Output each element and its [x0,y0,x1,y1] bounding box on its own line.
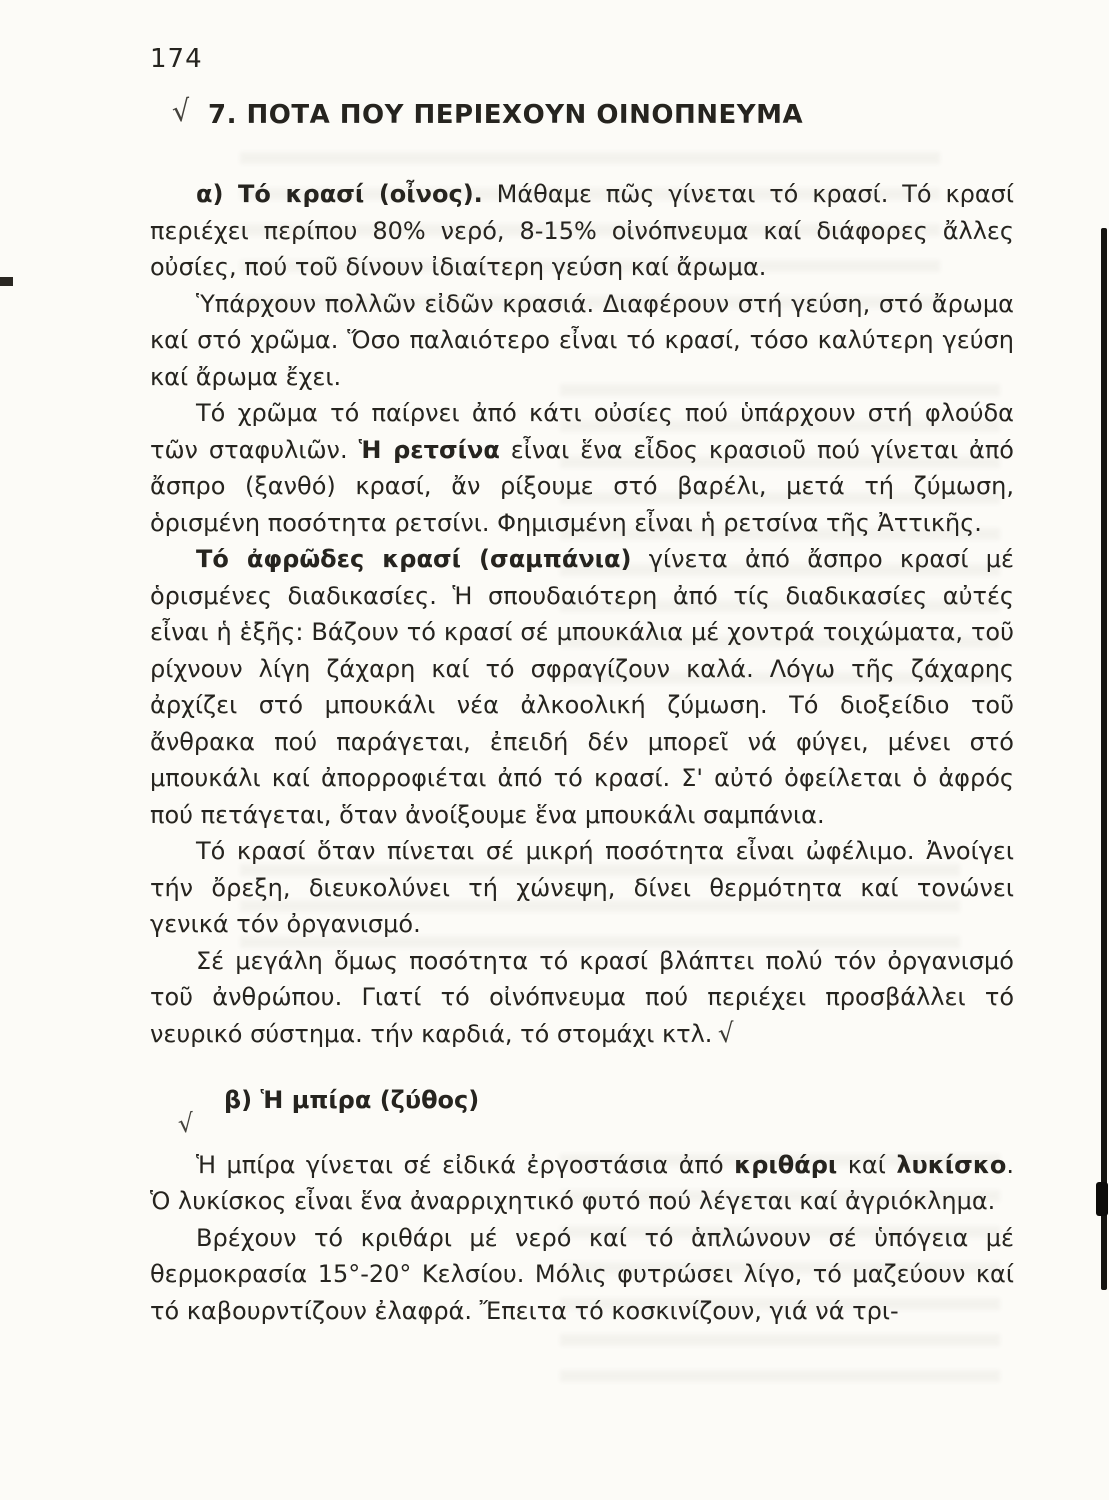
body-text: Ἡ μπίρα γίνεται σέ εἰδικά ἐργοστάσια ἀπό [196,1150,735,1179]
paragraph [150,943,1014,1053]
text-block [150,176,1014,1329]
paragraph [150,1147,1014,1220]
bold-text: λυκίσκο [896,1150,1007,1179]
scan-artifact-left-dash [0,277,13,286]
paragraph [150,176,1014,286]
wine-section [150,176,1014,1052]
body-text: Σέ μεγάλη ὅμως ποσότητα τό κρασί βλάπτει πολύ τόν ὀργανισμό τοῦ ἀνθρώπου. Γιατί τό οἰνόπνευμα πού περιέχει προσβάλλει τό νευρικό σύστημα. τήν καρδιά, τό στομάχι κτλ. [150,946,1014,1048]
paragraph [150,1220,1014,1330]
body-text: γίνετα ἀπό ἄσπρο κρασί μέ ὁρισμένες διαδικασίες. Ἡ σπουδαιότερη ἀπό τίς διαδικασίες αὐτές εἶναι ἡ ἑξῆς: Βάζουν τό κρασί σέ μπουκάλια μέ χοντρά τοιχώματα, τοῦ ρίχνουν λίγη ζάχαρη καί τό σφραγίζουν καλά. Λόγω τῆς ζάχαρης ἀρχίζει στό μπουκάλι νέα ἀλκοολική ζύμωση. Τό διοξείδιο τοῦ ἄνθρακα πού παράγεται, ἐπειδή δέν μπορεῖ νά φύγει, μένει στό μπουκάλι καί ἀπορροφιέται ἀπό τό κρασί. Σ' αὐτό ὀφείλεται ὁ ἀφρός πού πετάγεται, ὅταν ἀνοίξουμε ἕνα μπουκάλι σαμπάνια. [150,545,1014,829]
scan-artifact-right-edge [1101,228,1107,1290]
body-text: Βρέχουν τό κριθάρι μέ νερό καί τό ἁπλώνουν σέ ὑπόγεια μέ θερμοκρασία 15°-20° Κελσίου. Μόλις φυτρώσει λίγο, τό μαζεύουν καί τό καβουρντίζουν ἐλαφρά. Ἔπειτα τό κοσκινίζουν, γιά νά τρι- [150,1223,1014,1325]
body-text: Τό χρῶμα τό παίρνει ἀπό κάτι οὐσίες πού ὑπάρχουν στή φλούδα τῶν σταφυλιῶν. [150,399,1014,464]
bold-text: Τό ἀφρῶδες κρασί (σαμπάνια) [196,545,632,573]
body-text: Μάθαμε πῶς γίνεται τό κρασί. Τό κρασί περιέχει περίπου 80% νερό, 8-15% οἰνόπνευμα καί διάφορες ἄλλες οὐσίες, πού τοῦ δίνουν ἰδιαίτερη γεύση καί ἄρωμα. [150,180,1014,281]
paragraph [150,395,1014,541]
beer-subheading [176,1082,1014,1139]
handwritten-checkmark: √ [717,1017,737,1050]
page-number: 174 [150,44,203,74]
body-text: . Ὁ λυκίσκος εἶναι ἕνα ἀναρριχητικό φυτό πού λέγεται καί ἀγριόκλημα. [150,1150,1014,1215]
paragraph [150,833,1014,943]
bold-text: α) Τό κρασί (οἶνος). [196,180,483,208]
section-heading [170,93,804,130]
bold-text: κριθάρι [734,1150,838,1179]
bold-text: Ἡ ρετσίνα [358,435,500,464]
beer-section [150,1147,1014,1330]
body-text: εἶναι ἕνα εἶδος κρασιοῦ πού γίνεται ἀπό ἄσπρο (ξανθό) κρασί, ἄν ρίξουμε στό βαρέλι, μετά τή ζύμωση, ὁρισμένη ποσότητα ρετσίνι. Φημισμένη εἶναι ἡ ρετσίνα τῆς Ἀττικῆς. [150,435,1014,537]
body-text: Ὑπάρχουν πολλῶν εἰδῶν κρασιά. Διαφέρουν στή γεύση, στό ἄρωμα καί στό χρῶμα. Ὅσο παλαιότερο εἶναι τό κρασί, τόσο καλύτερη γεύση καί ἄρωμα ἔχει. [150,289,1014,391]
scan-artifact-right-blob [1096,1182,1108,1216]
body-text: Τό κρασί ὅταν πίνεται σέ μικρή ποσότητα εἶναι ὠφέλιμο. Ἀνοίγει τήν ὄρεξη, διευκολύνει τή χώνεψη, δίνει θερμότητα καί τονώνει γενικά τόν ὀργανισμό. [150,837,1014,938]
body-text: καί [837,1150,897,1179]
paragraph [150,286,1014,396]
paragraph [150,541,1014,833]
handwritten-checkmark: √ [176,1108,196,1139]
handwritten-checkmark: √ [170,93,193,129]
section-heading-text: 7. ΠΟΤΑ ΠΟΥ ΠΕΡΙΕΧΟΥΝ ΟΙΝΟΠΝΕΥΜΑ [208,100,804,130]
beer-subheading-text: β) Ἡ μπίρα (ζύθος) [224,1086,480,1114]
